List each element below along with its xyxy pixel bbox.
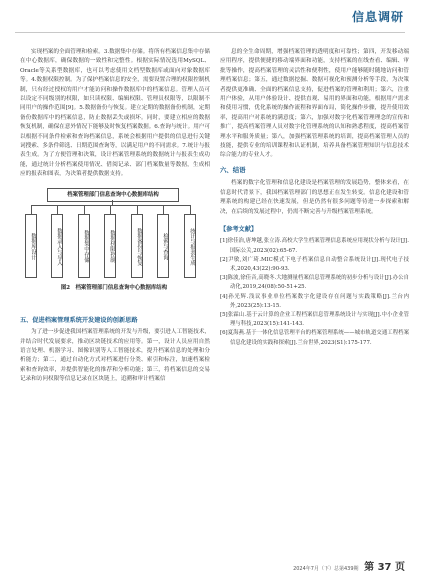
page-footer: [293, 558, 405, 573]
figure-node: 数据权限控制: [104, 214, 116, 278]
figure-node: 统计与报表生成: [184, 214, 196, 278]
figure-connector: [57, 205, 58, 214]
header-rule: [15, 32, 405, 33]
reference-item: [6]夏海燕.基于一体化信息管理平台的档案管理系统——城市轨道交通工程档案信息化建设的实践和探索[J].兰台世界,2023(S1):175-177.: [220, 330, 409, 346]
page-number: 第 37 页: [364, 562, 405, 573]
reference-item: [3]陈波,徐佳音,高晓冬.大地测量档案信息管理系统的初步分析与设计[J].办公自动化,2019,24(08):50-51+25.: [220, 275, 409, 291]
paragraph: 档案的数字化管理和信息化建设是档案管理的发展趋势，整体来看，在信息时代背景下，我国档案管理部门的思想正在发生转变。信息化建设和管理系统的构建已经在快速发展，但是仍然有很多问题等待进一步探索和解决，在后续的发展过程中，仍需不断完善与升级档案管理系统。: [220, 180, 409, 215]
reference-item: [2]尹敏,刘广琦.MIC模式下电子档案信息自动整合系统设计[J].现代电子技术,2020,43(22):90-93.: [220, 256, 409, 272]
figure-connector: [190, 205, 191, 214]
figure-connector: [84, 205, 85, 214]
figure-connector: [31, 205, 32, 214]
issue-info: 2024年7月（下）总第439期: [293, 566, 359, 572]
right-column: [220, 48, 409, 348]
references-heading: 【参考文献】: [220, 225, 258, 233]
reference-item: [4]孙光辉.浅议事业单位档案数字化建设存在问题与实践策略[J].兰台内外,2023(25):13-15.: [220, 293, 409, 309]
figure-node: 数据库设计: [25, 214, 37, 278]
figure-root-box: 档案管理部门信息查询中心数据库结构: [47, 188, 179, 202]
figure-node: 检索与查询: [157, 214, 169, 278]
reference-item: [1]徐佳治,唐坤越,张立涛.高校大学生档案管理信息系统应用现状分析与设计[J].国际公关,2023(02):65-67.: [220, 238, 409, 254]
paragraph: 为了进一步促进我国档案管理系统的开发与升级，要引进人工智能技术，并结合时代发展要求，推动区块链技术的应用等。第一，设计人员应用自然语言处理、机器学习、图像识别等人工智能技术，提升档案信息的处理和分析能力；第二，通过自动化方式对档案进行分类、索引和标注，加速档案检索和查询效率，并提供智能化的推荐和分析功能；第三，将档案信息的交易记录和访问权限等信息记录在区块链上，追溯和审计档案信: [20, 329, 211, 383]
figure-connector: [137, 205, 138, 214]
section-heading: 五、促进档案管理系统开发建设的创新思路: [20, 316, 138, 324]
figure-node: 数据集中存储: [78, 214, 90, 278]
figure-caption: 图2 档案管理部门信息查询中心数据库结构: [60, 284, 168, 291]
figure-connector: [163, 205, 164, 214]
paragraph: 实现档案的全面管理和检索。3.数据集中存储。将所有档案信息集中存储在中心数据库，确保数据的一致性和完整性。根据实际情况选用MySQL、Oracle等关系型数据库，也可以考虑使用文档型数据库或面向对象数据库等。4.数据权限控制。为了保护档案信息的安全，需要设置合理的权限控制机制，只有经过授权的用户才能访问和操作数据库中的档案信息。管理人员可以设定不同级别的权限，如只读权限、编辑权限、管理员权限等，以限制不同用户的操作范围[9]。5.数据备份与恢复。建立定期的数据备份机制，定期备份数据库中的档案信息，防止数据丢失或损坏。同时，要建立相应的数据恢复机制，确保在意外情况下能够及时恢复档案数据。6.查询与统计。用户可以根据不同条件检索和查询档案信息，系统会根据用户提供的信息进行关键词搜索、多条件筛选、日期范围查询等，以满足用户的不同需求。7.统计与报表生成。为了方便管理和决策，设计档案管理系统的数据统计与报表生成功能，通过统计分析档案使用情况、借阅记录、部门档案数量等数据，生成相应的报表和图表，为决策者提供数据支持。: [20, 49, 210, 178]
left-column: [20, 48, 210, 385]
figure-node: 数据录入与导入: [51, 214, 63, 278]
database-structure-figure: [20, 184, 208, 314]
reference-item: [5]张霖山.基于云计算的企业工程档案信息管理系统设计与实现[J].中小企业管理与科技,2023(15):141-143.: [220, 311, 409, 328]
figure-connector: [110, 205, 111, 214]
section-title: 信息调研: [351, 10, 404, 24]
paragraph: 息的全生命周期，增强档案管理的透明度和可靠性；第四，开发移动端应用程序，提供便捷的移动端界面和功能，支持档案的在线查看、编辑、审批等操作，提高档案管理的灵活性和便利性，使用户能够随时随地访问和管理档案信息；第五，通过数据挖掘、数据可视化和预测分析等手段，为决策者提供更准确、全面的档案信息支持，促进档案的管理和利用；第六，注重用户体验，从用户体验设计、提供直观、易用的界面和功能，根据用户需求和使用习惯，优化系统的操作流程和界面布局，简化操作步骤，提升使用效率，提高用户对系统的满意度；第六，加强对数字化档案管理理念的宣传和推广，提高档案管理人员对数字化管理系统的认知和熟悉程度，提高档案管理水平和服务质量；第八，加强档案管理系统的培训，提高档案管理人员的技能，提供专业的培训课程和认证机制，培养具备档案管理知识与信息技术综合能力的专业人才。: [220, 49, 409, 159]
section-heading: 六、结语: [220, 165, 246, 174]
figure-node: 数据备份与恢复: [131, 214, 143, 278]
